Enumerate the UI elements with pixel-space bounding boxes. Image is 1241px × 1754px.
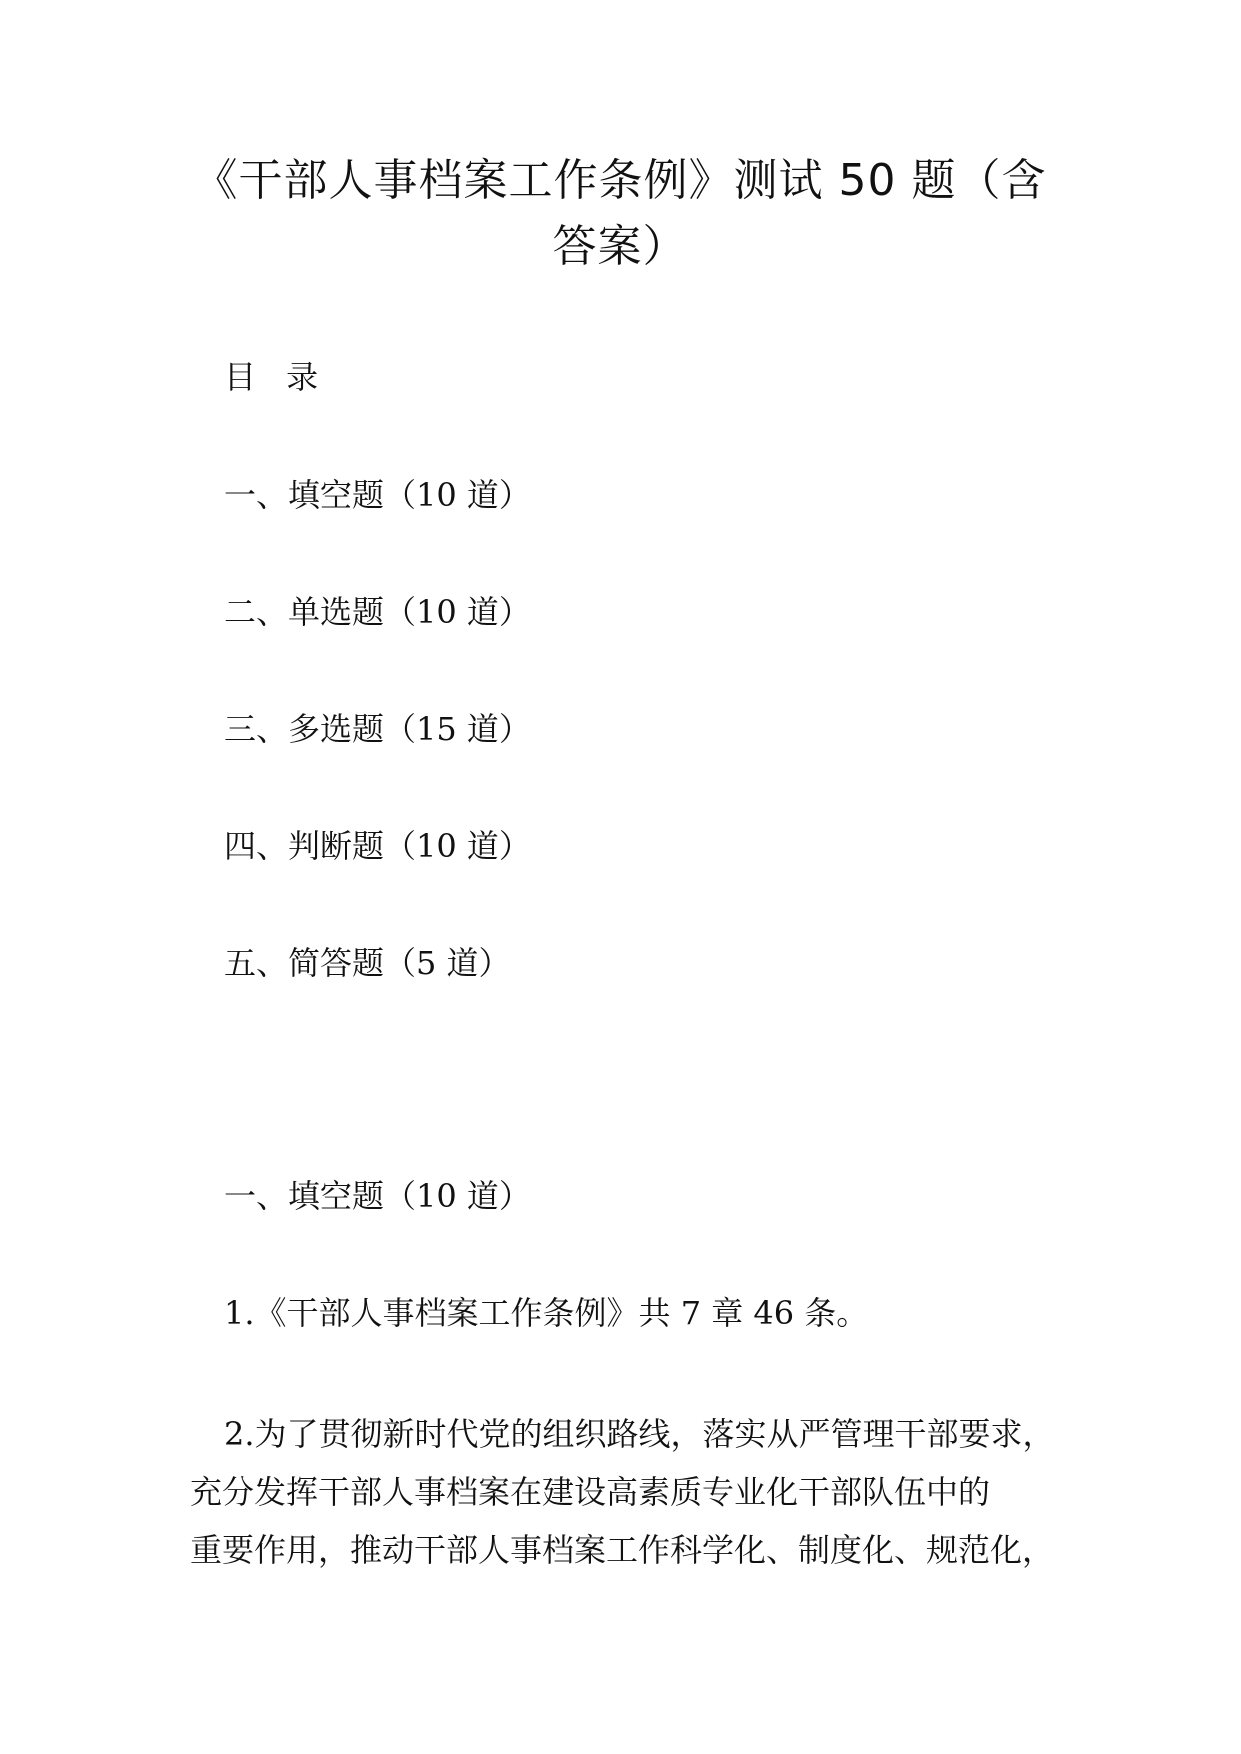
- document-title: [180, 148, 1060, 280]
- question-2-line-3: 重要作用，推动干部人事档案工作科学化、制度化、规范化，: [190, 1531, 1055, 1569]
- toc-item-true-false: 四、判断题（10 道）: [224, 827, 531, 865]
- toc-item-fill-in: 一、填空题（10 道）: [224, 476, 531, 514]
- question-2-line-1: 2.为了贯彻新时代党的组织路线，落实从严管理干部要求，: [224, 1415, 1055, 1453]
- title-line-1: 《干部人事档案工作条例》测试 50 题（含: [193, 155, 1047, 206]
- question-2-line-2: 充分发挥干部人事档案在建设高素质专业化干部队伍中的: [190, 1473, 991, 1511]
- question-1: 1.《干部人事档案工作条例》共 7 章 46 条。: [224, 1294, 869, 1332]
- toc-item-single-choice: 二、单选题（10 道）: [224, 593, 531, 631]
- toc-item-multiple-choice: 三、多选题（15 道）: [224, 710, 531, 748]
- section-heading-fill-in: 一、填空题（10 道）: [224, 1177, 531, 1215]
- toc-heading: 目 录: [224, 358, 329, 396]
- question-2: [190, 1405, 1055, 1579]
- title-line-2: 答案）: [552, 221, 688, 272]
- toc-item-short-answer: 五、简答题（5 道）: [224, 944, 511, 982]
